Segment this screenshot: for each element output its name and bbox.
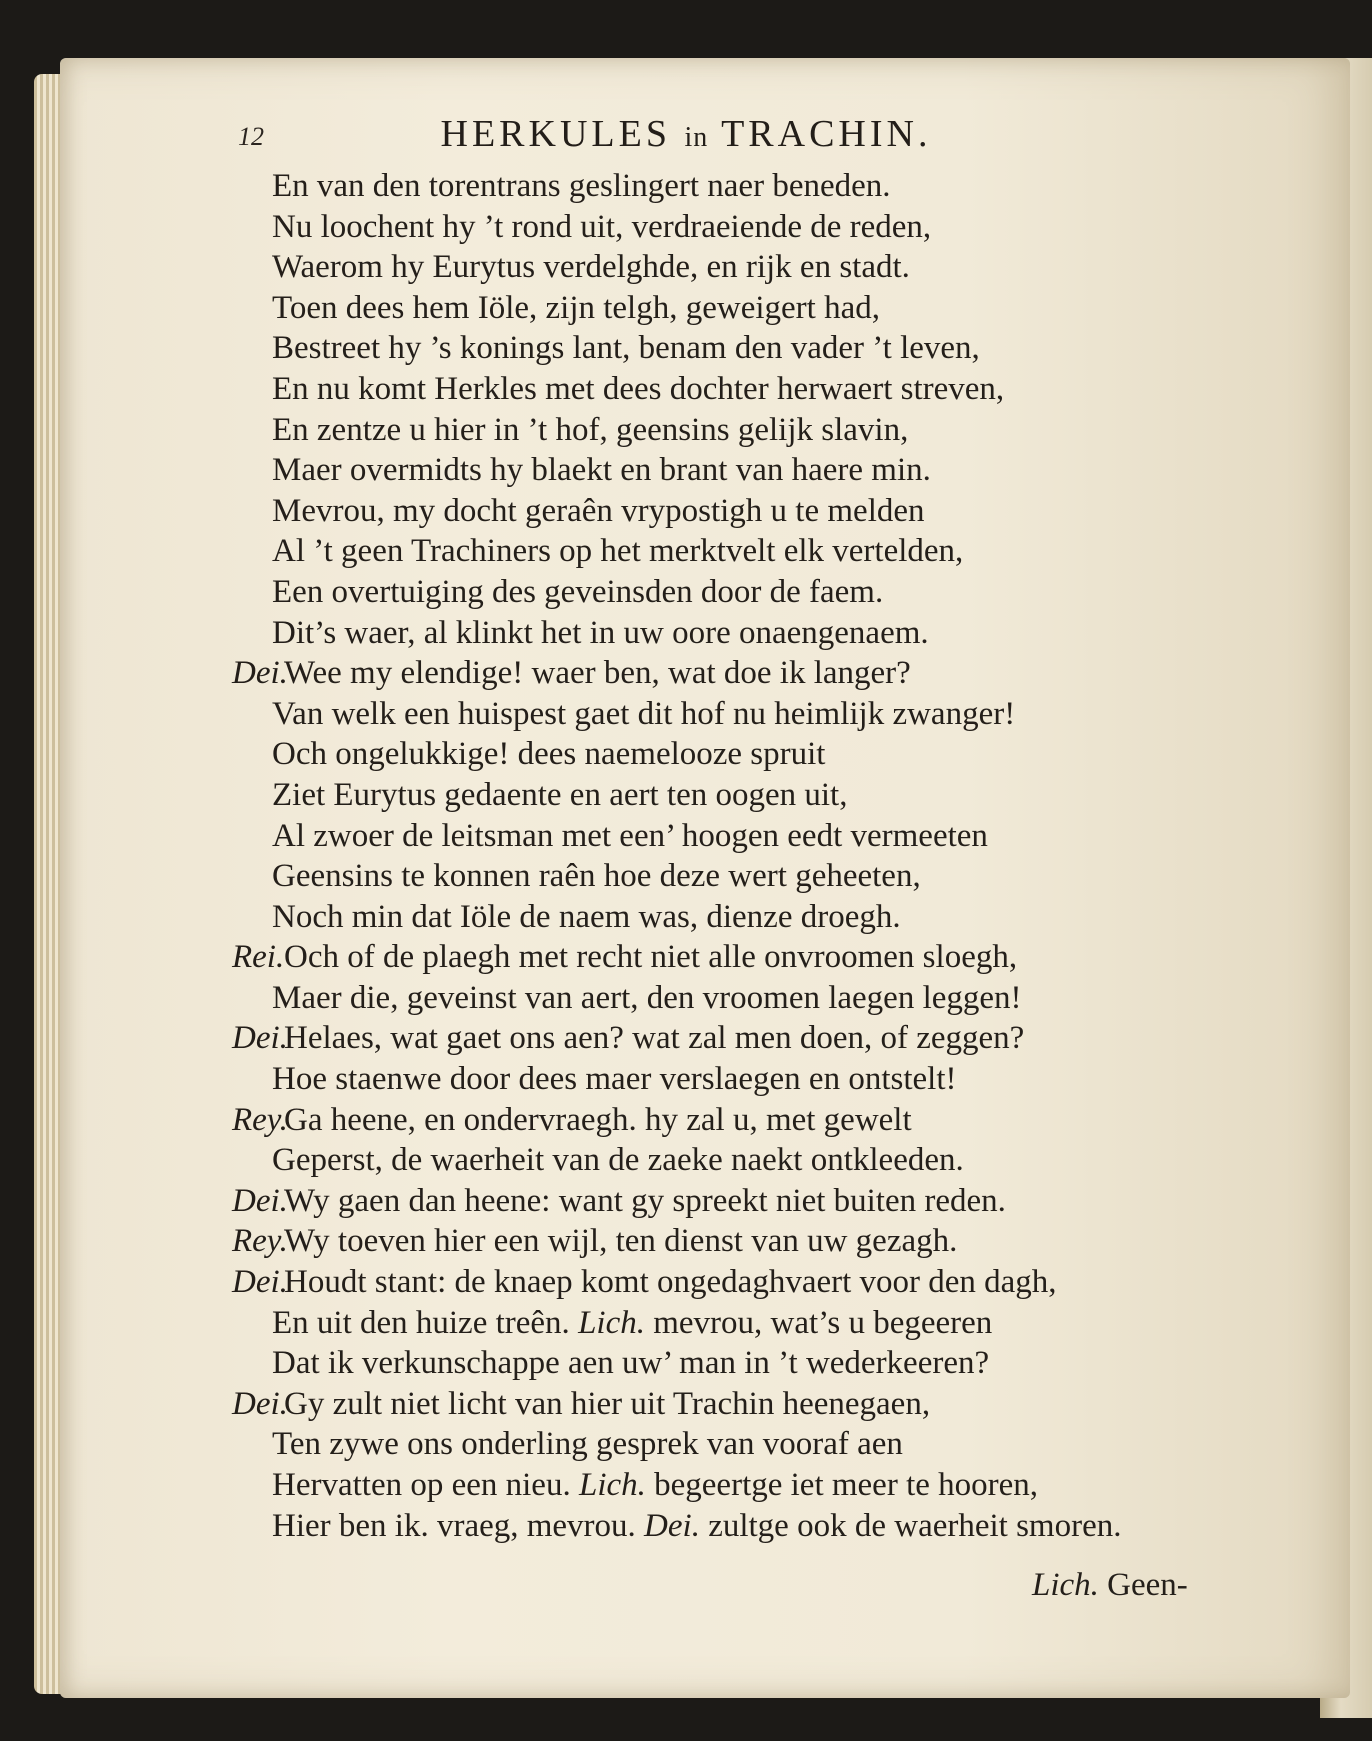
verse-line — [232, 897, 1252, 938]
verse-line — [232, 1424, 1252, 1465]
verse-line — [232, 288, 1252, 329]
verse-text-line — [284, 1262, 1057, 1303]
verse-text-line — [272, 1343, 989, 1384]
verse-text-line — [272, 166, 891, 207]
verse-text-line — [272, 207, 931, 248]
verse-text-line — [284, 653, 911, 694]
verse-line — [232, 369, 1252, 410]
verse-line — [232, 207, 1252, 248]
verse-line — [232, 1018, 1252, 1059]
verse-text-line — [272, 613, 929, 654]
verse-line — [232, 491, 1252, 532]
verse-segment: En uit den huize treên. — [272, 1304, 570, 1341]
verse-line — [232, 1343, 1252, 1384]
speaker-label: Rey. — [232, 1223, 288, 1260]
verse-segment: Nu loochent hy ’t rond uit, verdraeiende de reden, — [272, 208, 932, 245]
verse-text-line — [272, 288, 880, 329]
verse-text-line — [272, 572, 883, 613]
verse-segment: Dit’s waer, al klinkt het in uw oore onaengenaem. — [272, 614, 929, 651]
catchword-speaker: Lich. — [1032, 1567, 1099, 1603]
verse-segment: Och ongelukkige! dees naemelooze spruit — [272, 736, 826, 773]
verse-text-line — [272, 1506, 1121, 1547]
verse-segment: Geperst, de waerheit van de zaeke naekt ontkleeden. — [272, 1142, 964, 1179]
verse-text-line — [284, 1181, 1006, 1222]
verse-text-line — [272, 897, 901, 938]
verse-text-line — [272, 1424, 903, 1465]
verse-segment: Hoe staenwe door dees maer verslaegen en ontstelt! — [272, 1061, 957, 1098]
verse-segment: Geensins te konnen raên hoe deze wert geheeten, — [272, 858, 921, 895]
verse-text-line — [272, 978, 1022, 1019]
verse-line — [232, 816, 1252, 857]
verse-segment: Wy toeven hier een wijl, ten dienst van uw gezagh. — [284, 1223, 958, 1260]
verse-line — [232, 1384, 1252, 1425]
verse-segment: begeertge iet meer te hooren, — [654, 1467, 1039, 1503]
title-in: in — [684, 122, 709, 153]
verse-line — [232, 978, 1252, 1019]
verse-text-line — [272, 410, 908, 451]
catchword — [1032, 1567, 1188, 1604]
verse-line — [232, 572, 1252, 613]
verse-text — [232, 166, 1252, 1546]
verse-line — [232, 328, 1252, 369]
verse-line — [232, 775, 1252, 816]
title-part-2: TRACHIN. — [721, 113, 932, 155]
verse-line — [232, 694, 1252, 735]
verse-line — [232, 1100, 1252, 1141]
verse-line — [232, 1059, 1252, 1100]
verse-text-line — [284, 937, 1017, 978]
verse-segment: zultge ook de waerheit smoren. — [708, 1507, 1122, 1544]
verse-text-line — [272, 1303, 992, 1344]
verse-line — [232, 1221, 1252, 1262]
inline-speaker-label: Dei. — [644, 1507, 700, 1544]
page-header — [0, 112, 1372, 164]
verse-segment: Mevrou, my docht geraên vrypostigh u te melden — [272, 492, 925, 529]
verse-line — [232, 653, 1252, 694]
verse-line — [232, 1506, 1252, 1547]
verse-text-line — [272, 450, 931, 491]
verse-segment: Ten zywe ons onderling gesprek van vooraf aen — [272, 1426, 903, 1463]
verse-segment: Ga heene, en ondervraegh. hy zal u, met gewelt — [284, 1101, 912, 1138]
catchword-text: Geen- — [1107, 1567, 1188, 1603]
verse-line — [232, 1140, 1252, 1181]
verse-segment: Bestreet hy ’s konings lant, benam den vader ’t leven, — [272, 330, 980, 367]
verse-segment: Maer die, geveinst van aert, den vroomen laegen leggen! — [272, 979, 1022, 1016]
verse-segment: Maer overmidts hy blaekt en brant van haere min. — [272, 452, 931, 489]
verse-line — [232, 613, 1252, 654]
verse-text-line — [272, 491, 925, 532]
speaker-label: Dei. — [232, 1020, 288, 1057]
page-number: 12 — [238, 122, 264, 151]
verse-text-line — [272, 1059, 956, 1100]
title-part-1: HERKULES — [440, 113, 671, 155]
running-title — [0, 112, 1372, 156]
speaker-label: Dei. — [232, 1385, 288, 1422]
speaker-label: Rey. — [232, 1101, 288, 1138]
verse-line — [232, 856, 1252, 897]
verse-segment: Van welk een huispest gaet dit hof nu heimlijk zwanger! — [272, 695, 1016, 732]
verse-segment: Wee my elendige! waer ben, wat doe ik langer? — [284, 655, 911, 692]
verse-segment: Een overtuiging des geveinsden door de faem. — [272, 573, 884, 610]
verse-segment: Waerom hy Eurytus verdelghde, en rijk en stadt. — [272, 249, 910, 286]
verse-line — [232, 247, 1252, 288]
inline-speaker-label: Lich. — [578, 1304, 645, 1341]
verse-text-line — [272, 694, 1015, 735]
verse-segment: En van den torentrans geslingert naer beneden. — [272, 168, 891, 204]
verse-segment: mevrou, wat’s u begeeren — [653, 1304, 993, 1341]
verse-text-line — [272, 856, 921, 897]
verse-text-line — [284, 1384, 930, 1425]
verse-text-line — [272, 1140, 964, 1181]
verse-line — [232, 166, 1252, 207]
verse-line — [232, 937, 1252, 978]
verse-segment: En nu komt Herkles met dees dochter herwaert streven, — [272, 370, 1005, 407]
verse-text-line — [272, 531, 963, 572]
verse-segment: Houdt stant: de knaep komt ongedaghvaert voor den dagh, — [284, 1264, 1057, 1301]
verse-text-line — [284, 1221, 957, 1262]
inline-speaker-label: Lich. — [578, 1467, 646, 1503]
speaker-label: Dei. — [232, 1182, 288, 1219]
verse-segment: Hier ben ik. vraeg, mevrou. — [272, 1507, 636, 1544]
verse-segment: En zentze u hier in ’t hof, geensins gelijk slavin, — [272, 411, 909, 448]
verse-segment: Noch min dat Iöle de naem was, dienze droegh. — [272, 898, 901, 935]
speaker-label: Dei. — [232, 655, 288, 692]
verse-text-line — [272, 816, 988, 857]
verse-line — [232, 1181, 1252, 1222]
verse-line — [232, 450, 1252, 491]
verse-line — [232, 734, 1252, 775]
verse-line — [232, 1262, 1252, 1303]
verse-text-line — [272, 734, 825, 775]
verse-segment: Dat ik verkunschappe aen uw’ man in ’t wederkeeren? — [272, 1345, 990, 1382]
verse-line — [232, 531, 1252, 572]
verse-segment: Wy gaen dan heene: want gy spreekt niet buiten reden. — [284, 1182, 1006, 1219]
verse-segment: Gy zult niet licht van hier uit Trachin heenegaen, — [284, 1385, 931, 1422]
verse-text-line — [272, 1465, 1038, 1506]
verse-text-line — [284, 1018, 1024, 1059]
verse-text-line — [272, 247, 910, 288]
verse-line — [232, 1303, 1252, 1344]
verse-text-line — [272, 775, 847, 816]
speaker-label: Dei. — [232, 1264, 288, 1301]
verse-line — [232, 1465, 1252, 1506]
verse-segment: Al zwoer de leitsman met een’ hoogen eedt vermeeten — [272, 817, 988, 854]
verse-segment: Ziet Eurytus gedaente en aert ten oogen uit, — [272, 776, 848, 813]
verse-segment: Al ’t geen Trachiners op het merktvelt elk vertelden, — [272, 533, 964, 570]
verse-line — [232, 410, 1252, 451]
verse-text-line — [272, 328, 980, 369]
verse-segment: Hervatten op een nieu. — [272, 1467, 571, 1503]
verse-text-line — [272, 369, 1004, 410]
verse-segment: Toen dees hem Iöle, zijn telgh, geweigert had, — [272, 289, 880, 326]
verse-segment: Och of de plaegh met recht niet alle onvroomen sloegh, — [284, 939, 1018, 976]
speaker-label: Rei. — [232, 939, 285, 976]
verse-text-line — [284, 1100, 912, 1141]
verse-segment: Helaes, wat gaet ons aen? wat zal men doen, of zeggen? — [284, 1020, 1025, 1057]
